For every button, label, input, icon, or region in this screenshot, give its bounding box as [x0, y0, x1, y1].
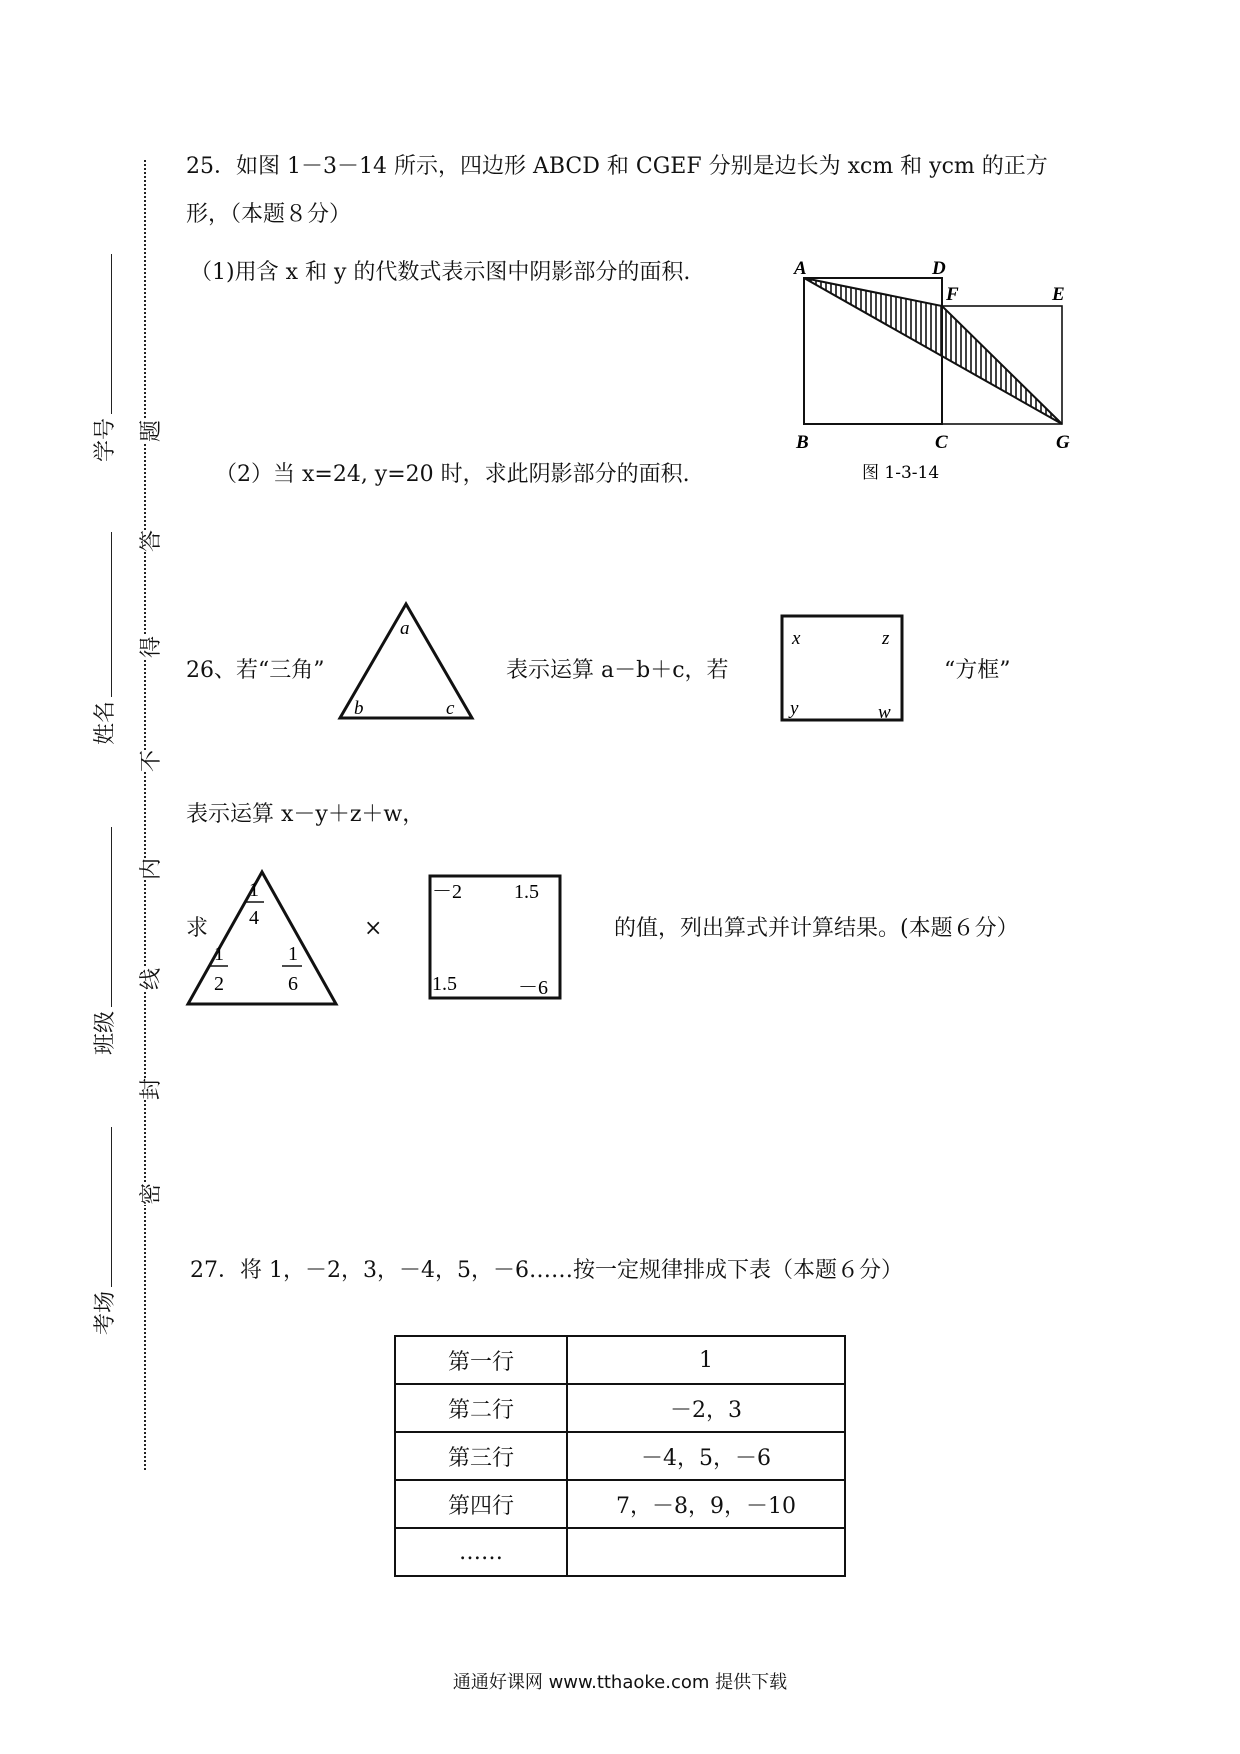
q26-intro: 26、若“三角”	[186, 658, 325, 683]
field-exam-room: 考场	[88, 1127, 119, 1335]
tri-top-num: 1	[249, 879, 259, 901]
row-value	[567, 1528, 845, 1576]
triangle-label-a: a	[400, 618, 410, 639]
seal-char: 不	[134, 750, 165, 772]
q26-op1: 表示运算 a－b＋c，若	[506, 658, 729, 683]
q26-times: ×	[364, 916, 383, 941]
square-values	[428, 874, 564, 1002]
table-row	[395, 1336, 845, 1384]
field-name: 姓名	[88, 532, 119, 745]
q25-part2: （2）当 x=24, y=20 时，求此阴影部分的面积.	[215, 462, 690, 487]
triangle-label-b: b	[354, 698, 364, 719]
square-label-x: x	[792, 628, 801, 649]
tri-top-den: 4	[249, 907, 259, 929]
row-value: 1	[567, 1336, 845, 1384]
square-operator	[780, 614, 906, 724]
page-footer: 通通好课网 www.tthaoke.com 提供下载	[452, 1672, 788, 1693]
sq-value-tr: 1.5	[514, 881, 539, 903]
table-row	[395, 1384, 845, 1432]
tri-right-den: 6	[288, 973, 298, 995]
q25-line1: 25．如图 1－3－14 所示，四边形 ABCD 和 CGEF 分别是边长为 xcm 和 ycm 的正方	[186, 154, 1048, 179]
table-row	[395, 1480, 845, 1528]
point-label-a: A	[794, 258, 807, 279]
shaded-region	[804, 278, 1062, 424]
point-label-f: F	[946, 284, 959, 305]
row-value: 7，－8，9，－10	[567, 1480, 845, 1528]
seal-char: 答	[134, 530, 165, 552]
seal-char: 线	[134, 968, 165, 990]
field-class: 班级	[88, 827, 119, 1055]
tri-left-den: 2	[214, 973, 224, 995]
point-label-e: E	[1052, 284, 1065, 305]
row-label: 第一行	[395, 1336, 567, 1384]
square-label-y: y	[790, 698, 799, 719]
triangle-operator	[336, 600, 476, 722]
tri-left-num: 1	[214, 943, 224, 965]
figure-caption: 图 1-3-14	[862, 463, 940, 483]
sq-value-br: －6	[518, 977, 548, 999]
seal-char: 封	[134, 1078, 165, 1100]
point-label-b: B	[796, 432, 809, 453]
tri-right-num: 1	[288, 943, 298, 965]
point-label-d: D	[932, 258, 946, 279]
row-value: －2，3	[567, 1384, 845, 1432]
q27-text: 27．将 1，－2，3，－4，5，－6……按一定规律排成下表（本题６分）	[190, 1258, 903, 1283]
binding-dotted-line	[144, 160, 146, 1470]
table-row	[395, 1528, 845, 1576]
square-label-z: z	[882, 628, 890, 649]
sq-value-tl: －2	[432, 881, 462, 903]
row-label: 第四行	[395, 1480, 567, 1528]
q26-tail: 的值，列出算式并计算结果。(本题６分）	[614, 916, 1019, 941]
seal-char: 密	[134, 1183, 165, 1205]
seal-char: 得	[134, 636, 165, 658]
seal-char: 内	[134, 858, 165, 880]
sq-value-bl: 1.5	[432, 973, 457, 995]
point-label-g: G	[1056, 432, 1070, 453]
square-label-w: w	[878, 702, 891, 723]
row-value: －4，5，－6	[567, 1432, 845, 1480]
row-label: 第三行	[395, 1432, 567, 1480]
row-label: 第二行	[395, 1384, 567, 1432]
seal-char: 题	[134, 420, 165, 442]
q26-op2: 表示运算 x－y＋z＋w，	[186, 802, 425, 827]
point-label-c: C	[935, 432, 948, 453]
q25-figure	[790, 256, 1090, 496]
field-student-id: 学号	[88, 254, 119, 462]
q25-line2: 形，（本题８分）	[186, 202, 352, 227]
triangle-values	[184, 868, 340, 1008]
q26-ask: 求	[186, 916, 209, 941]
table-row	[395, 1432, 845, 1480]
row-label: ……	[395, 1528, 567, 1576]
q25-part1: （1)用含 x 和 y 的代数式表示图中阴影部分的面积.	[190, 260, 691, 285]
q26-frame-word: “方框”	[944, 658, 1011, 683]
triangle-label-c: c	[446, 698, 455, 719]
sequence-table	[394, 1335, 846, 1577]
